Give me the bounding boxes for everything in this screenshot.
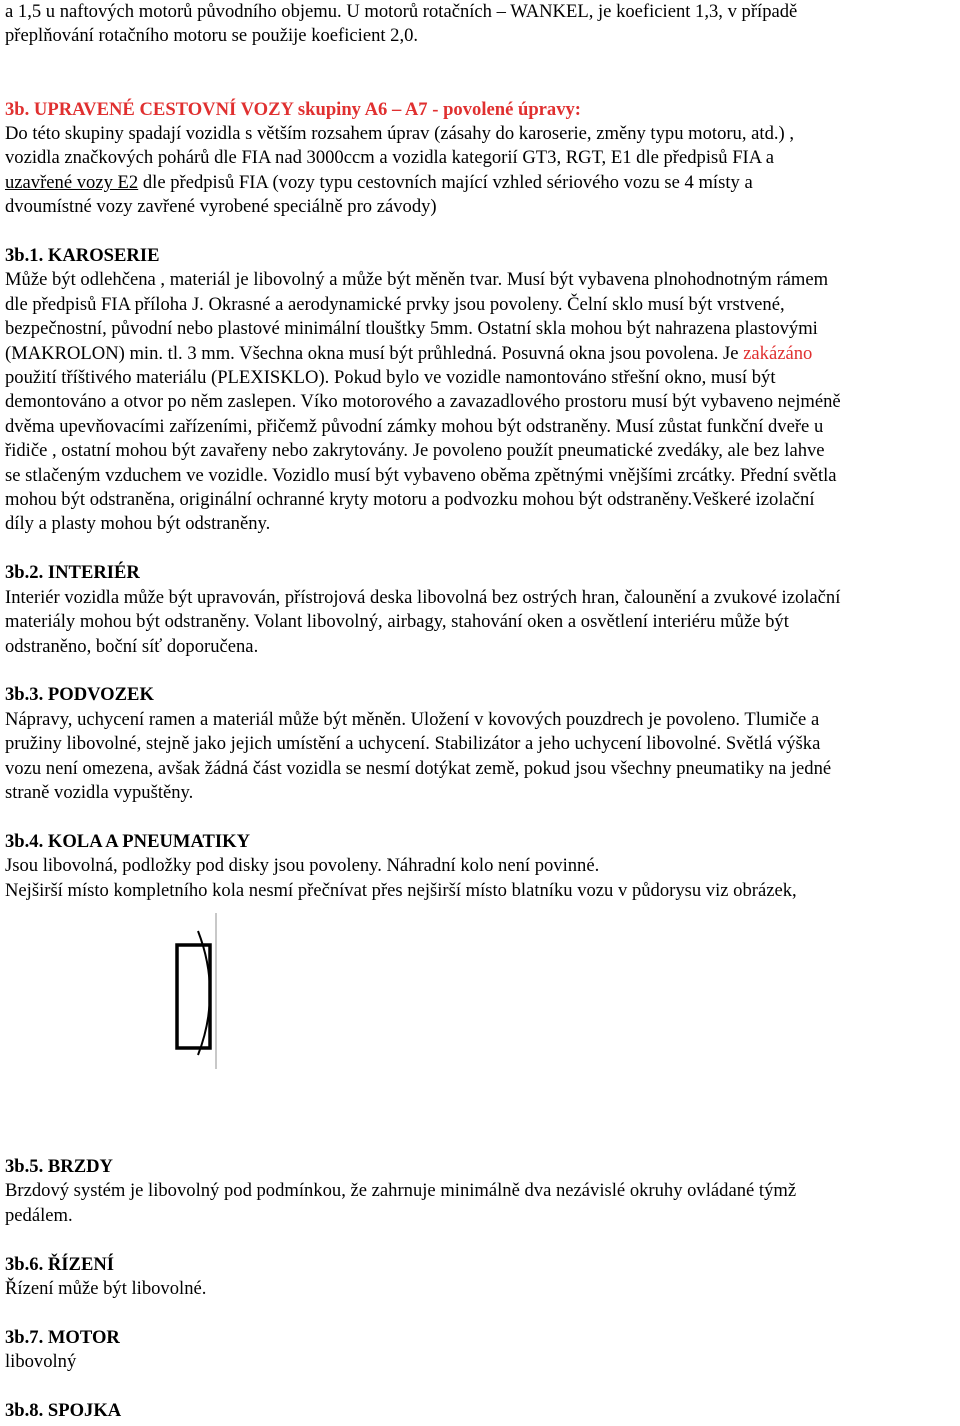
motor-line: libovolný: [5, 1351, 77, 1373]
wheel-fender-diagram-svg: [165, 913, 235, 1073]
interier-line: Interiér vozidla může být upravován, přístrojová deska libovolná bez ostrých hran, čalounění a zvukové izolační: [5, 586, 841, 608]
karoserie-line: [5, 342, 957, 366]
podvozek-line: straně vozidla vypuštěny.: [5, 781, 194, 803]
interier-heading: 3b.2. INTERIÉR: [5, 562, 140, 584]
karoserie-line: dle předpisů FIA příloha J. Okrasné a aerodynamické prvky jsou povoleny. Čelní sklo musí být vrstvené,: [5, 293, 785, 315]
forbidden-word: zakázáno: [743, 342, 813, 364]
karoserie-line: díly a plasty mohou být odstraněny.: [5, 513, 271, 535]
interier-line: materiály mohou být odstraněny. Volant libovolný, airbagy, stahování oken a osvětlení interiéru může být: [5, 611, 789, 633]
podvozek-heading: 3b.3. PODVOZEK: [5, 684, 154, 706]
kola-heading: 3b.4. KOLA A PNEUMATIKY: [5, 830, 251, 852]
karoserie-line: dvěma upevňovacími zařízeními, přičemž původní zámky mohou být odstraněny. Musí zůstat funkční dveře u: [5, 415, 824, 437]
brzdy-line: Brzdový systém je libovolný pod podmínkou, že zahrnuje minimálně dva nezávislé okruhy ovládané týmž: [5, 1180, 797, 1202]
intro-line-1: a 1,5 u naftových motorů původního objemu. U motorů rotačních – WANKEL, je koeficient 1,3, v případě: [5, 1, 798, 22]
podvozek-line: pružiny libovolné, stejně jako jejich umístění a uchycení. Stabilizátor a jeho uchycení libovolné. Světlá výška: [5, 733, 821, 755]
rizeni-line: Řízení může být libovolné.: [5, 1277, 207, 1299]
underlined-term: uzavřené vozy E2: [5, 171, 139, 193]
karoserie-line: mohou být odstraněna, originální ochranné kryty motoru a podvozku mohou být odstraněny.Veškeré izolační: [5, 489, 815, 511]
karoserie-line: se stlačeným vzduchem ve vozidle. Vozidlo musí být vybaveno oběma zpětnými vnějšími zrcátky. Přední světla: [5, 464, 837, 486]
karoserie-line: použití tříštivého materiálu (PLEXISKLO). Pokud bylo ve vozidle namontováno střešní okno, musí být: [5, 367, 776, 389]
karoserie-line: Může být odlehčena , materiál je libovolný a může být měněn tvar. Musí být vybavena plnohodnotným rámem: [5, 269, 829, 291]
brzdy-heading: 3b.5. BRZDY: [5, 1155, 113, 1177]
interier-line: odstraněno, boční síť doporučena.: [5, 635, 259, 657]
section-3b-paragraph-line: vozidla značkových pohárů dle FIA nad 3000ccm a vozidla kategorií GT3, RGT, E1 dle předpisů FIA a: [5, 147, 775, 169]
section-3b-paragraph-line: [5, 171, 957, 195]
section-3b-heading: 3b. UPRAVENÉ CESTOVNÍ VOZY skupiny A6 – A7 - povolené úpravy:: [5, 98, 581, 120]
section-3b-paragraph-line: Do této skupiny spadají vozidla s větším rozsahem úprav (zásahy do karoserie, změny typu motoru, atd.) ,: [5, 123, 794, 144]
document-page: [5, 0, 957, 1423]
spojka-heading: 3b.8. SPOJKA: [5, 1399, 122, 1421]
rizeni-heading: 3b.6. ŘÍZENÍ: [5, 1253, 115, 1275]
section-3b-paragraph-line: dvoumístné vozy zavřené vyrobené speciálně pro závody): [5, 196, 437, 218]
intro-line-2: přeplňování rotačního motoru se použije koeficient 2,0.: [5, 25, 419, 47]
karoserie-line: bezpečnostní, původní nebo plastové minimální tlouštky 5mm. Ostatní skla mohou být nahrazena plastovými: [5, 318, 818, 340]
kola-line: Jsou libovolná, podložky pod disky jsou povoleny. Náhradní kolo není povinné.: [5, 855, 600, 877]
motor-heading: 3b.7. MOTOR: [5, 1326, 120, 1348]
karoserie-line: řidiče , ostatní mohou být zavařeny nebo zakrytovány. Je povoleno použít pneumatické zvedáky, ale bez lahve: [5, 440, 825, 462]
podvozek-line: Nápravy, uchycení ramen a materiál může být měněn. Uložení v kovových pouzdrech je povoleno. Tlumiče a: [5, 708, 820, 730]
karoserie-heading: 3b.1. KAROSERIE: [5, 245, 160, 267]
karoserie-line: demontováno a otvor po něm zaslepen. Víko motorového a zavazadlového prostoru musí být vybaveno nejméně: [5, 391, 841, 413]
kola-line: Nejširší místo kompletního kola nesmí přečnívat přes nejširší místo blatníku vozu v půdorysu viz obrázek,: [5, 879, 797, 901]
podvozek-line: vozu není omezena, avšak žádná část vozidla se nesmí dotýkat země, pokud jsou všechny pneumatiky na jedné: [5, 757, 832, 779]
brzdy-line: pedálem.: [5, 1204, 73, 1226]
karoserie-text: (MAKROLON) min. tl. 3 mm. Všechna okna musí být průhledná. Posuvná okna jsou povolena. Je: [5, 342, 744, 364]
section-3b-text: dle předpisů FIA (vozy typu cestovních mající vzhled sériového vozu se 4 místy a: [138, 171, 753, 193]
wheel-fender-diagram: [5, 903, 957, 1155]
fender-curve: [198, 931, 210, 1055]
